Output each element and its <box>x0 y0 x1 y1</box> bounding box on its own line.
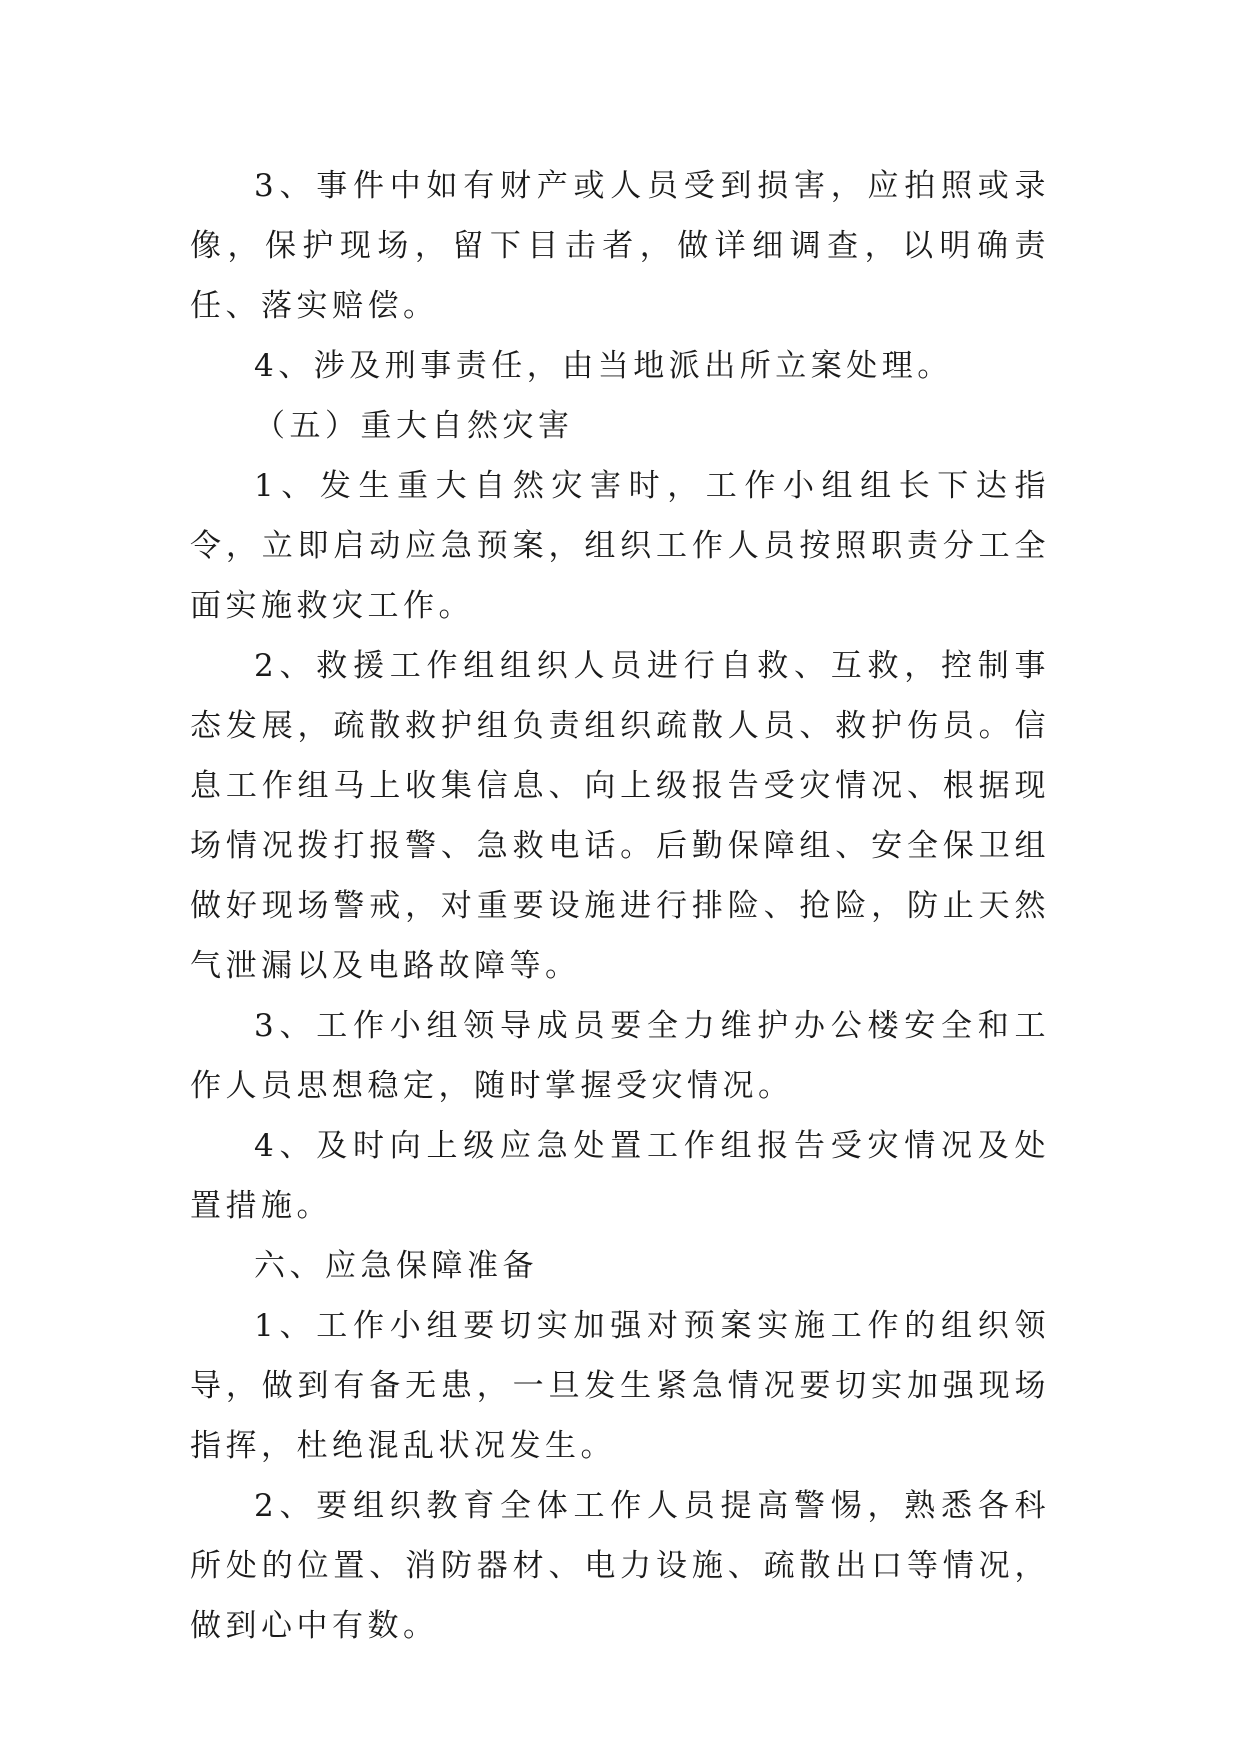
paragraph-damage-evidence: 3、事件中如有财产或人员受到损害，应拍照或录像，保护现场，留下目击者，做详细调查，以明确责任、落实赔偿。 <box>190 168 1050 324</box>
document-body <box>190 156 1050 1656</box>
paragraph-organizational-leadership: 1、工作小组要切实加强对预案实施工作的组织领导，做到有备无患，一旦发生紧急情况要切实加强现场指挥，杜绝混乱状况发生。 <box>190 1308 1050 1464</box>
paragraph-rescue-groups: 2、救援工作组组织人员进行自救、互救，控制事态发展，疏散救护组负责组织疏散人员、救护伤员。信息工作组马上收集信息、向上级报告受灾情况、根据现场情况拨打报警、急救电话。后勤保障组、安全保卫组做好现场警戒，对重要设施进行排险、抢险，防止天然气泄漏以及电路故障等。 <box>190 648 1050 984</box>
paragraph-criminal-liability: 4、涉及刑事责任，由当地派出所立案处理。 <box>254 348 953 384</box>
paragraph-report-to-superior: 4、及时向上级应急处置工作组报告受灾情况及处置措施。 <box>190 1128 1050 1224</box>
paragraph-staff-education: 2、要组织教育全体工作人员提高警惕，熟悉各科所处的位置、消防器材、电力设施、疏散出口等情况，做到心中有数。 <box>190 1488 1050 1644</box>
paragraph-leadership-stability: 3、工作小组领导成员要全力维护办公楼安全和工作人员思想稳定，随时掌握受灾情况。 <box>190 1008 1050 1104</box>
section-heading-emergency-preparation: 六、应急保障准备 <box>254 1248 538 1284</box>
section-heading-natural-disaster: （五）重大自然灾害 <box>254 408 574 444</box>
paragraph-launch-emergency-plan: 1、发生重大自然灾害时，工作小组组长下达指令，立即启动应急预案，组织工作人员按照职责分工全面实施救灾工作。 <box>190 468 1050 624</box>
